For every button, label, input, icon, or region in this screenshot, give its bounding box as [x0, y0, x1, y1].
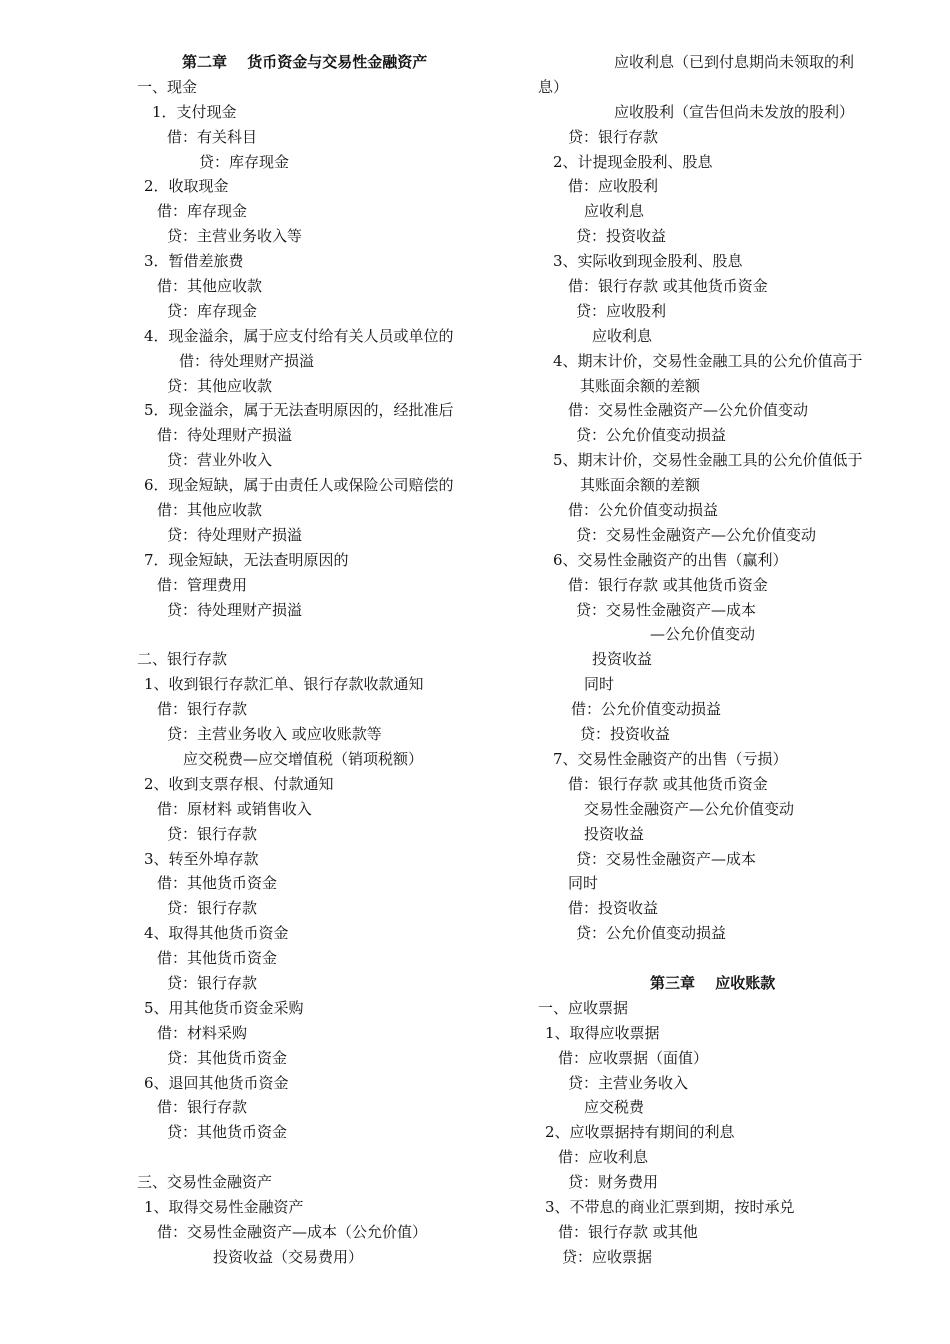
text-line: 贷：投资收益	[580, 725, 671, 744]
chapter-heading: 第三章 应收账款	[650, 973, 776, 992]
text-line: 贷：投资收益	[576, 227, 667, 246]
blank-line	[137, 622, 517, 647]
text-line: 一、应收票据	[538, 998, 629, 1017]
text-line: 贷：其他货币资金	[167, 1123, 288, 1142]
text-line: 借：待处理财产损溢	[179, 351, 315, 370]
text-line: 贷：主营业务收入	[568, 1073, 689, 1092]
text-line: 贷：银行存款	[568, 127, 659, 146]
text-line: 5．现金溢余，属于无法查明原因的，经批准后	[144, 401, 454, 420]
text-line: 3、实际收到现金股利、股息	[553, 252, 743, 271]
text-line: 贷：财务费用	[568, 1173, 659, 1192]
text-line: 7、交易性金融资产的出售（亏损）	[553, 749, 788, 768]
text-line: 息）	[538, 77, 569, 96]
text-line: 其账面余额的差额	[580, 476, 701, 495]
text-line: 6．现金短缺，属于由责任人或保险公司赔偿的	[144, 476, 454, 495]
text-line: 同时	[568, 874, 599, 893]
text-line: 3．暂借差旅费	[144, 252, 244, 271]
chapter-heading: 第二章 货币资金与交易性金融资产	[182, 53, 428, 71]
text-line: 借：其他应收款	[157, 501, 263, 520]
text-line: 同时	[584, 675, 615, 694]
text-line: 3、不带息的商业汇票到期，按时承兑	[545, 1197, 795, 1216]
text-line: 7．现金短缺，无法查明原因的	[144, 550, 349, 569]
text-line: 贷：交易性金融资产—成本	[576, 849, 757, 868]
text-line: 4、期末计价，交易性金融工具的公允价值高于	[553, 351, 863, 370]
text-line: 贷：应收票据	[562, 1247, 653, 1266]
text-line: 贷：交易性金融资产—公允价值变动	[576, 525, 817, 544]
text-line: 借：待处理财产损溢	[157, 426, 293, 445]
text-line: 贷：其他货币资金	[167, 1048, 288, 1067]
text-line: 借：银行存款 或其他货币资金	[568, 774, 768, 793]
text-line: 5、期末计价，交易性金融工具的公允价值低于	[553, 451, 863, 470]
text-line: 投资收益	[584, 824, 645, 843]
text-line: 2、收到支票存根、付款通知	[144, 774, 334, 793]
text-line: 1．支付现金	[152, 102, 237, 121]
left-column	[137, 50, 517, 1270]
text-line: 应收利息	[592, 326, 653, 345]
text-line: 1、取得交易性金融资产	[144, 1197, 304, 1216]
text-line: 借：原材料 或销售收入	[157, 799, 312, 818]
text-line: 二、银行存款	[137, 650, 228, 669]
text-line: 贷：银行存款	[167, 824, 258, 843]
text-line: 投资收益（交易费用）	[213, 1247, 364, 1266]
text-line: 借：其他应收款	[157, 277, 263, 296]
text-line: 应收利息（已到付息期尚未领取的利	[614, 53, 855, 71]
text-line: 贷：库存现金	[167, 301, 258, 320]
text-line: 贷：应收股利	[576, 301, 667, 320]
text-line: 贷：主营业务收入 或应收账款等	[167, 725, 382, 744]
text-line: 借：应收股利	[568, 177, 659, 196]
text-line: 贷：营业外收入	[167, 451, 273, 470]
text-line: 应交税费	[584, 1098, 645, 1117]
text-line: 贷：公允价值变动损益	[576, 426, 727, 445]
text-line: 4．现金溢余，属于应支付给有关人员或单位的	[144, 326, 454, 345]
text-line: 应收股利（宣告但尚未发放的股利）	[614, 102, 855, 121]
text-line: 借：银行存款	[157, 1098, 248, 1117]
text-line: 1、收到银行存款汇单、银行存款收款通知	[144, 675, 424, 694]
right-column	[538, 50, 918, 1270]
text-line: 投资收益	[592, 650, 653, 669]
text-line: 贷：银行存款	[167, 973, 258, 992]
text-line: 借：应收票据（面值）	[558, 1048, 709, 1067]
text-line: 贷：公允价值变动损益	[576, 924, 727, 943]
text-line: 6、退回其他货币资金	[144, 1073, 289, 1092]
text-line: 借：其他货币资金	[157, 874, 278, 893]
text-line: 贷：交易性金融资产—成本	[576, 600, 757, 619]
text-line: 借：投资收益	[568, 899, 659, 918]
text-line: 1、取得应收票据	[545, 1023, 660, 1042]
text-line: 一、现金	[137, 77, 198, 96]
text-line: 借：交易性金融资产—成本（公允价值）	[157, 1222, 428, 1241]
text-line: 借：材料采购	[157, 1023, 248, 1042]
text-line: 应交税费—应交增值税（销项税额）	[183, 749, 424, 768]
text-line: 借：银行存款 或其他货币资金	[568, 575, 768, 594]
text-line: 5、用其他货币资金采购	[144, 998, 304, 1017]
text-line: 借：其他货币资金	[157, 949, 278, 968]
text-line: 应收利息	[584, 202, 645, 221]
text-line: 借：有关科目	[167, 127, 258, 146]
text-line: 借：银行存款	[157, 700, 248, 719]
text-line: 借：库存现金	[157, 202, 248, 221]
text-line: 借：银行存款 或其他	[558, 1222, 698, 1241]
text-line: 贷：主营业务收入等	[167, 227, 303, 246]
blank-line	[538, 946, 918, 971]
blank-line	[137, 1145, 517, 1170]
text-line: 贷：待处理财产损溢	[167, 525, 303, 544]
text-line: —公允价值变动	[650, 625, 756, 644]
text-line: 6、交易性金融资产的出售（赢利）	[553, 550, 788, 569]
text-line: 借：公允价值变动损益	[568, 501, 719, 520]
text-line: 3、转至外埠存款	[144, 849, 259, 868]
text-line: 贷：库存现金	[199, 152, 290, 171]
text-line: 借：交易性金融资产—公允价值变动	[568, 401, 809, 420]
text-line: 交易性金融资产—公允价值变动	[584, 799, 795, 818]
text-line: 2、计提现金股利、股息	[553, 152, 713, 171]
text-line: 借：应收利息	[558, 1148, 649, 1167]
text-line: 三、交易性金融资产	[137, 1173, 273, 1192]
text-line: 借：银行存款 或其他货币资金	[568, 277, 768, 296]
text-line: 其账面余额的差额	[580, 376, 701, 395]
text-line: 借：管理费用	[157, 575, 248, 594]
text-line: 4、取得其他货币资金	[144, 924, 289, 943]
text-line: 贷：待处理财产损溢	[167, 600, 303, 619]
text-line: 贷：银行存款	[167, 899, 258, 918]
text-line: 2、应收票据持有期间的利息	[545, 1123, 735, 1142]
text-line: 贷：其他应收款	[167, 376, 273, 395]
text-line: 借：公允价值变动损益	[571, 700, 722, 719]
text-line: 2．收取现金	[144, 177, 229, 196]
